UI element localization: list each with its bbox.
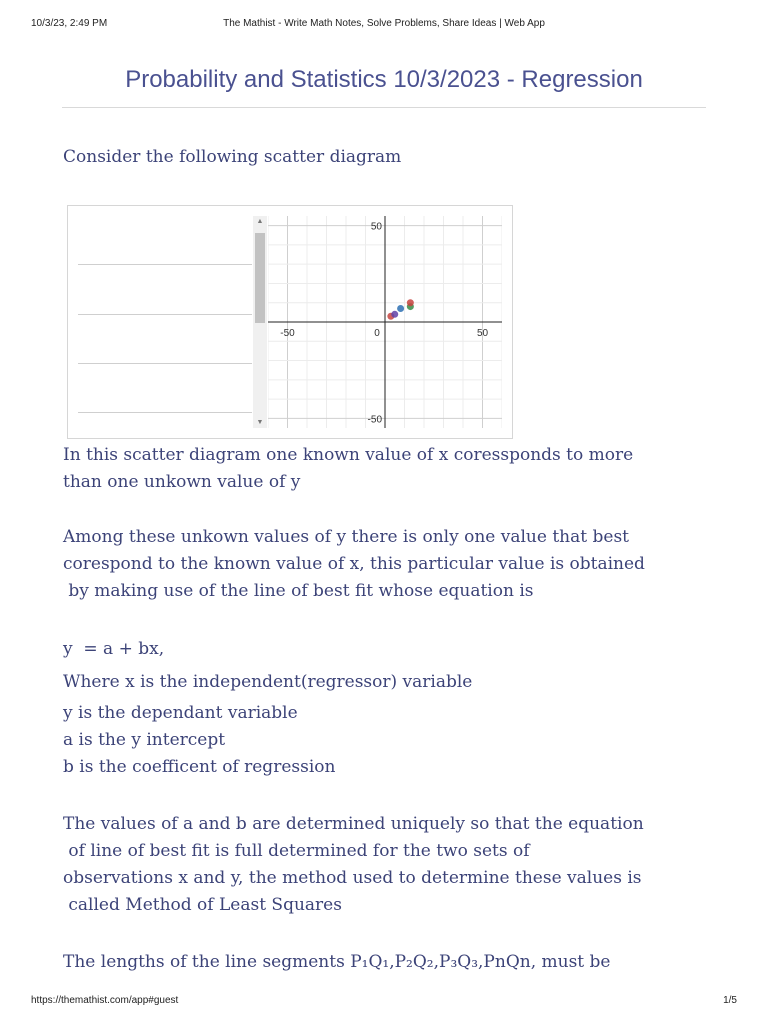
expression-list-divider [78,363,252,364]
x-tick-label: -50 [280,328,295,339]
data-point [407,299,414,306]
y-tick-label: -50 [367,414,382,426]
paragraph-scatter-explanation: In this scatter diagram one known value of x coressponds to more than one unkown value of y [63,445,634,492]
intro-paragraph: Consider the following scatter diagram [63,147,402,167]
paragraph-line-segments: The lengths of the line segments P₁Q₁,P₂Q₂,P₃Q₃,PnQn, must be [63,952,611,972]
x-tick-label: 0 [374,328,380,339]
scroll-down-icon[interactable]: ▼ [256,419,264,426]
expression-list-divider [78,412,252,413]
expression-list-divider [78,264,252,265]
scrollbar-thumb[interactable] [255,233,265,323]
scroll-up-icon[interactable]: ▲ [256,218,264,225]
print-url: https://themathist.com/app#guest [31,995,179,1006]
expression-list-divider [78,314,252,315]
paragraph-independent-variable: Where x is the independent(regressor) variable [63,672,473,692]
print-datetime: 10/3/23, 2:49 PM [31,18,108,29]
paragraph-best-fit: Among these unkown values of y there is only one value that best corespond to the known value of x, this particular value is obtained by making use of the line of best fit whose equation is [63,527,645,601]
data-point [391,311,398,318]
data-point [397,305,404,312]
scatter-plot [268,216,502,428]
graph-calculator-embed[interactable] [67,205,513,439]
expression-list-scrollbar[interactable] [253,216,267,428]
print-page-number: 1/5 [723,995,737,1006]
title-divider [62,107,706,108]
print-site-title: The Mathist - Write Math Notes, Solve Problems, Share Ideas | Web App [223,18,545,29]
paragraph-least-squares: The values of a and b are determined uniquely so that the equation of line of best fit is full determined for the two sets of observations x and y, the method used to determine these values is called Method of Least Squares [63,814,644,915]
page-title: Probability and Statistics 10/3/2023 - Regression [125,66,643,93]
equation-line: y = a + bx, [63,639,165,659]
x-tick-label: 50 [476,328,489,339]
graph-canvas[interactable] [268,216,502,428]
paragraph-variable-definitions: y is the dependant variable a is the y intercept b is the coefficent of regression [63,703,336,777]
y-tick-label: 50 [370,221,382,233]
